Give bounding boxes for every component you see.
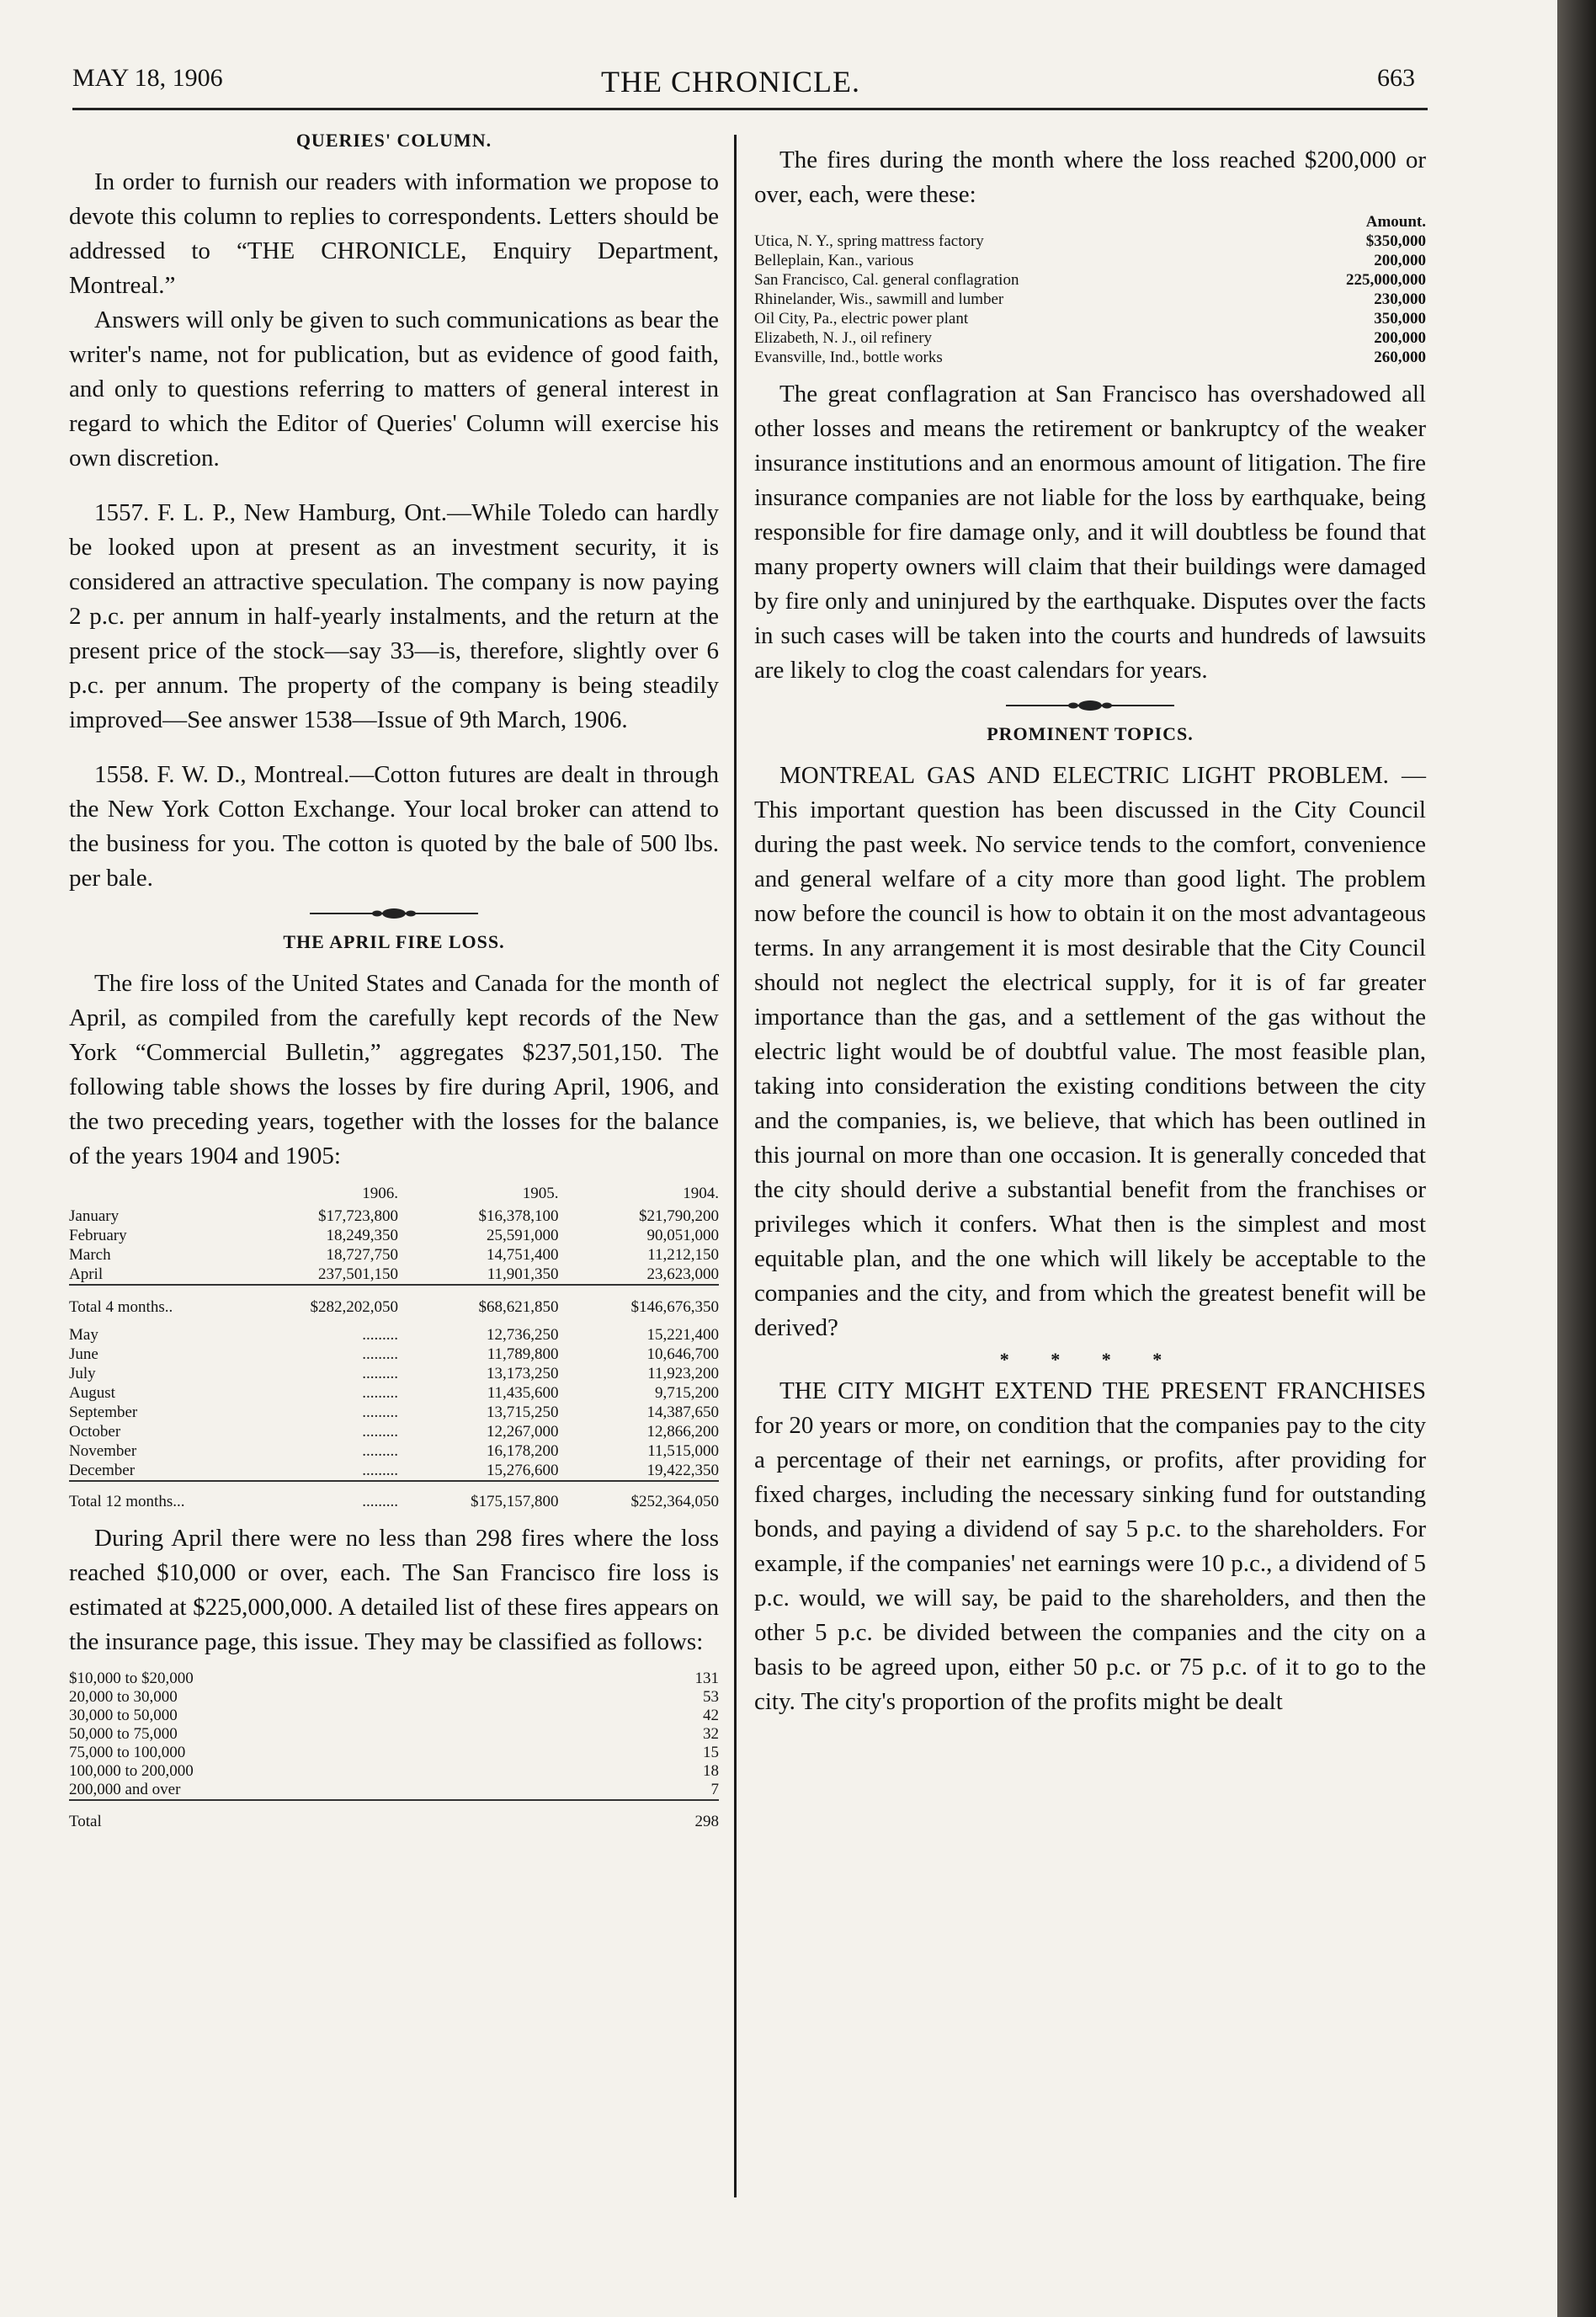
header-date: MAY 18, 1906 — [72, 64, 223, 92]
page-edge-shadow — [1557, 0, 1596, 2317]
table-row: 100,000 to 200,000 18 — [69, 1762, 719, 1780]
table-row: Elizabeth, N. J., oil refinery 200,000 — [754, 329, 1426, 347]
table-row: August ......... 11,435,600 9,715,200 — [69, 1384, 719, 1402]
fire-loss-table — [69, 1184, 719, 1511]
queries-intro-1: In order to furnish our readers with information we propose to devote this column to replies to correspondents. Letters should be addressed to “THE CHRONICLE, Enquiry Department, Montreal.” — [69, 168, 719, 299]
april-fire-intro: The fire loss of the United States and Canada for the month of April, as compiled from the carefully kept records of the New York “Commercial Bulletin,” aggregates $237,501,150. The following table shows the losses by fire during April, 1906, and the two preceding years, together with the losses for the balance of the years 1904 and 1905: — [69, 970, 719, 1169]
col-1905: 1905. — [522, 1185, 559, 1202]
gas-electric-body: —This important question has been discussed in the City Council during the past week. No service tends to the comfort, convenience and general welfare of a city more than good light. The problem now before the council is how to obtain it on the most advantageous terms. In any arrangement it is most desirable that the City Council should not neglect the electrical supply, for it is of far greater importance than the gas, and a settlement of the gas without the electric light would be of doubtful value. The most feasible plan, taking into consideration the existing conditions between the city and the companies, is, we believe, that which has been outlined in this journal on more than one occasion. It is generally conceded that the city should derive a substantial benefit from the franchises or privileges which it confers. What then is the simplest and most equitable plan, and the one which will likely be acceptable to the companies and the city, and from which the greatest benefit will be derived? — [754, 762, 1427, 1341]
table-row: September ......... 13,715,250 14,387,650 — [69, 1404, 719, 1421]
fire-classification-table — [69, 1670, 719, 1831]
amount-header-row — [754, 212, 1426, 232]
table-row: 20,000 to 30,000 53 — [69, 1688, 719, 1706]
table-row: 75,000 to 100,000 15 — [69, 1744, 719, 1761]
table-row: February 18,249,350 25,591,000 90,051,000 — [69, 1227, 719, 1244]
header-title: THE CHRONICLE. — [601, 65, 860, 99]
header-rule — [72, 108, 1428, 110]
city-franchise-title: THE CITY MIGHT EXTEND THE PRESENT FRANCHISES — [779, 1377, 1426, 1404]
table-row: March 18,727,750 14,751,400 11,212,150 — [69, 1246, 719, 1264]
queries-heading: QUERIES' COLUMN. — [295, 130, 492, 151]
table-row: Evansville, Ind., bottle works 260,000 — [754, 349, 1426, 366]
section-stars: * * * * — [999, 1349, 1181, 1370]
query-1557: 1557. F. L. P., New Hamburg, Ont.—While Toledo can hardly be looked upon at present as an investment security, it is considered an attractive speculation. The company is now paying 2 p.c. per annum in half-yearly instalments, and the return at the present price of the stock—say 33—is, therefore, slightly over 6 p.c. per annum. The property of the company is being steadily improved—See answer 1538—Issue of 9th March, 1906. — [69, 499, 719, 733]
city-franchise-paragraph — [754, 1374, 1426, 1719]
total-4-months-row: Total 4 months.. $282,202,050 $68,621,850 $146,676,350 — [69, 1285, 719, 1325]
table-row: January $17,723,800 $16,378,100 $21,790,200 — [69, 1207, 719, 1225]
col-1906: 1906. — [362, 1185, 398, 1202]
table-row: May ......... 12,736,250 15,221,400 — [69, 1326, 719, 1344]
city-franchise-body: for 20 years or more, on condition that the companies pay to the city a percentage of their net earnings, or profits, after providing for fixed charges, including the necessary sinking fund for outstanding bonds, and paying a dividend of say 5 p.c. to the shareholders. For example, if the companies' net earnings were 10 p.c., a dividend of 5 p.c. would, we will say, be paid to the shareholders, and then the other 5 p.c. be divided between the companies and the city on a basis to be agreed upon, either 50 p.c. or 75 p.c. of it to go to the city. The city's proportion of the profits might be dealt — [754, 1412, 1426, 1715]
table-row: Belleplain, Kan., various 200,000 — [754, 252, 1426, 269]
queries-intro-2: Answers will only be given to such communications as bear the writer's name, not for publication, but as evidence of good faith, and only to questions referring to matters of general interest in regard to which the Editor of Queries' Column will exercise his own discretion. — [69, 306, 719, 471]
table-row: October ......... 12,267,000 12,866,200 — [69, 1423, 719, 1441]
table-row: San Francisco, Cal. general conflagration 225,000,000 — [754, 271, 1426, 289]
table-row: November ......... 16,178,200 11,515,000 — [69, 1442, 719, 1460]
table-row: 50,000 to 75,000 32 — [69, 1725, 719, 1743]
ornament-divider-icon — [1006, 698, 1174, 713]
left-column — [69, 126, 719, 1831]
table-row: June ......... 11,789,800 10,646,700 — [69, 1345, 719, 1363]
april-fire-after: During April there were no less than 298 fires where the loss reached $10,000 or over, each. The San Francisco fire loss is estimated at $225,000,000. A detailed list of these fires appears on the insurance page, this issue. They may be classified as follows: — [69, 1525, 719, 1655]
gas-electric-title: MONTREAL GAS AND ELECTRIC LIGHT PROBLEM. — [779, 762, 1389, 789]
table-row: 30,000 to 50,000 42 — [69, 1707, 719, 1724]
table-row: Rhinelander, Wis., sawmill and lumber 230,000 — [754, 290, 1426, 308]
table-row: Oil City, Pa., electric power plant 350,000 — [754, 310, 1426, 328]
prominent-topics-heading: PROMINENT TOPICS. — [987, 723, 1194, 744]
table-row: April 237,501,150 11,901,350 23,623,000 — [69, 1265, 719, 1283]
ornament-divider-icon — [310, 906, 478, 921]
table-row: July ......... 13,173,250 11,923,200 — [69, 1365, 719, 1382]
fires-200k-body: The great conflagration at San Francisco has overshadowed all other losses and means the retirement or bankruptcy of the weaker insurance institutions and an enormous amount of litigation. The fire insurance companies are not liable for the loss by earthquake, being responsible for fire damage only, and it will doubtless be found that many property owners will claim that their buildings were damaged by fire only and uninjured by the earthquake. Disputes over the facts in such cases will be taken into the courts and hundreds of lawsuits are likely to clog the coast calendars for years. — [754, 381, 1426, 684]
fire-table-header — [69, 1184, 719, 1206]
right-column — [754, 126, 1426, 1719]
col-1904: 1904. — [683, 1185, 719, 1202]
table-row: $10,000 to $20,000 131 — [69, 1670, 719, 1687]
april-fire-heading: THE APRIL FIRE LOSS. — [283, 931, 505, 952]
classification-total-row: Total 298 — [69, 1800, 719, 1831]
header-page-number: 663 — [1377, 64, 1415, 92]
gas-electric-paragraph — [754, 759, 1426, 1345]
query-1558: 1558. F. W. D., Montreal.—Cotton futures are dealt in through the New York Cotton Exchange. Your local broker can attend to the business for you. The cotton is quoted by the bale of 500 lbs. per bale. — [69, 761, 719, 892]
fires-200k-intro: The fires during the month where the loss reached $200,000 or over, each, were these: — [754, 146, 1426, 208]
table-row: Utica, N. Y., spring mattress factory $350,000 — [754, 232, 1426, 250]
column-divider — [734, 135, 737, 2197]
large-fires-table — [754, 212, 1426, 367]
table-row: 200,000 and over 7 — [69, 1781, 719, 1798]
page-header — [72, 59, 1419, 109]
table-row: December ......... 15,276,600 19,422,350 — [69, 1462, 719, 1479]
amount-header: Amount. — [1365, 213, 1426, 231]
total-12-months-row: Total 12 months... ......... $175,157,800 $252,364,050 — [69, 1481, 719, 1511]
